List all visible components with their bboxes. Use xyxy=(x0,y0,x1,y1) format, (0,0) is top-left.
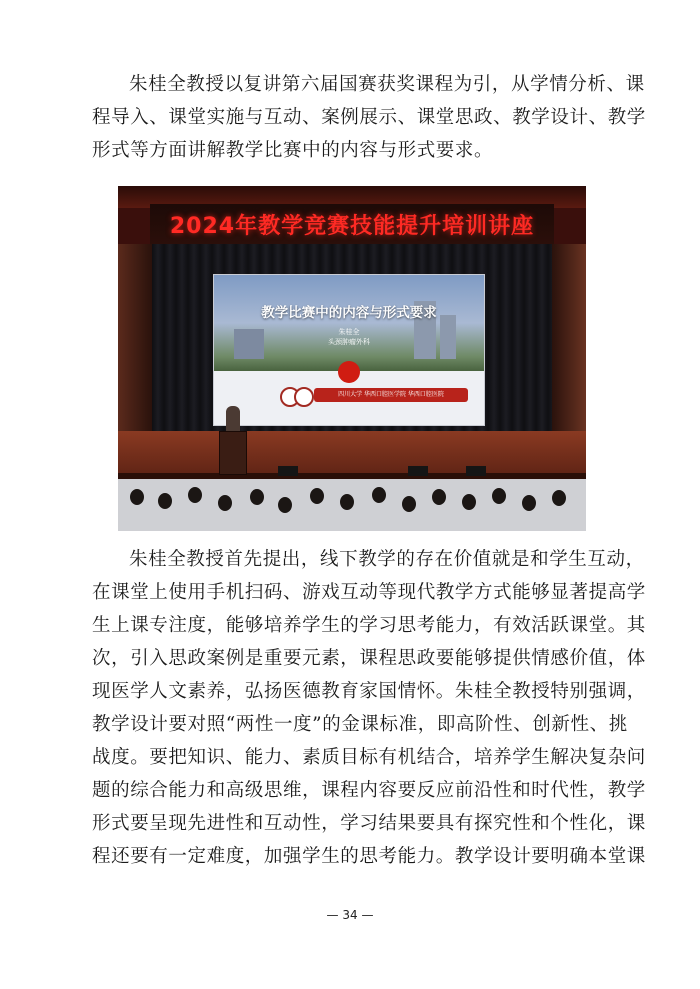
stage-monitor xyxy=(466,466,486,476)
institution-logo: 四川大学 华西口腔医学院 华西口腔医院 xyxy=(314,388,468,402)
stage-monitor xyxy=(278,466,298,476)
text-line: 战度。要把知识、能力、素质目标有机结合，培养学生解决复杂问 xyxy=(92,747,646,768)
podium xyxy=(219,431,247,475)
audience-head xyxy=(340,494,354,510)
stage-floor xyxy=(118,431,586,479)
body-paragraph xyxy=(92,543,646,873)
presenter-name: 朱桂全 xyxy=(338,328,360,336)
text-line: 形式要呈现先进性和互动性，学习结果要具有探究性和个性化，课 xyxy=(92,813,646,834)
projection-screen xyxy=(213,274,485,426)
text-line: 朱桂全教授首先提出，线下教学的存在价值就是和学生互动， xyxy=(129,549,645,570)
audience-head xyxy=(372,487,386,503)
text-line: 朱桂全教授以复讲第六届国赛获奖课程为引，从学情分析、课 xyxy=(129,74,645,95)
page-number: — 34 — xyxy=(326,908,374,922)
text-line: 程导入、课堂实施与互动、案例展示、课堂思政、教学设计、教学 xyxy=(92,107,646,128)
lecture-banner: 2024年教学竞赛技能提升培训讲座 xyxy=(150,204,554,244)
audience-head xyxy=(552,490,566,506)
audience-head xyxy=(492,488,506,504)
text-line: 次，引入思政案例是重要元素，课程思政要能够提供情感价值，体 xyxy=(92,648,646,669)
text-line: 在课堂上使用手机扫码、游戏互动等现代教学方式能够显著提高学 xyxy=(92,582,646,603)
audience-head xyxy=(218,495,232,511)
intro-paragraph xyxy=(92,68,646,167)
text-line: 现医学人文素养，弘扬医德教育家国情怀。朱桂全教授特别强调， xyxy=(92,681,646,702)
lecture-photo xyxy=(118,186,586,531)
presenter-dept: 头颈肿瘤外科 xyxy=(328,338,370,346)
text-line: 形式等方面讲解教学比赛中的内容与形式要求。 xyxy=(92,140,494,161)
audience-head xyxy=(130,489,144,505)
audience-head xyxy=(250,489,264,505)
text-line: 程还要有一定难度，加强学生的思考能力。教学设计要明确本堂课 xyxy=(92,846,646,867)
audience-head xyxy=(462,494,476,510)
text-line: 教学设计要对照“两性一度”的金课标准，即高阶性、创新性、挑 xyxy=(92,714,628,735)
audience xyxy=(118,479,586,531)
slide-presenter xyxy=(214,327,484,347)
stage-monitor xyxy=(408,466,428,476)
text-line: 生上课专注度，能够培养学生的学习思考能力，有效活跃课堂。其 xyxy=(92,615,646,636)
red-dot-icon xyxy=(338,361,360,383)
audience-head xyxy=(188,487,202,503)
audience-head xyxy=(158,493,172,509)
slide-title: 教学比赛中的内容与形式要求 xyxy=(261,305,437,321)
audience-head xyxy=(522,495,536,511)
audience-head xyxy=(310,488,324,504)
audience-head xyxy=(278,497,292,513)
audience-head xyxy=(402,496,416,512)
hospital-seal-icon xyxy=(294,387,314,407)
speaker-figure xyxy=(226,406,240,434)
screen-background xyxy=(214,275,484,371)
audience-head xyxy=(432,489,446,505)
text-line: 题的综合能力和高级思维，课程内容要反应前沿性和时代性，教学 xyxy=(92,780,646,801)
